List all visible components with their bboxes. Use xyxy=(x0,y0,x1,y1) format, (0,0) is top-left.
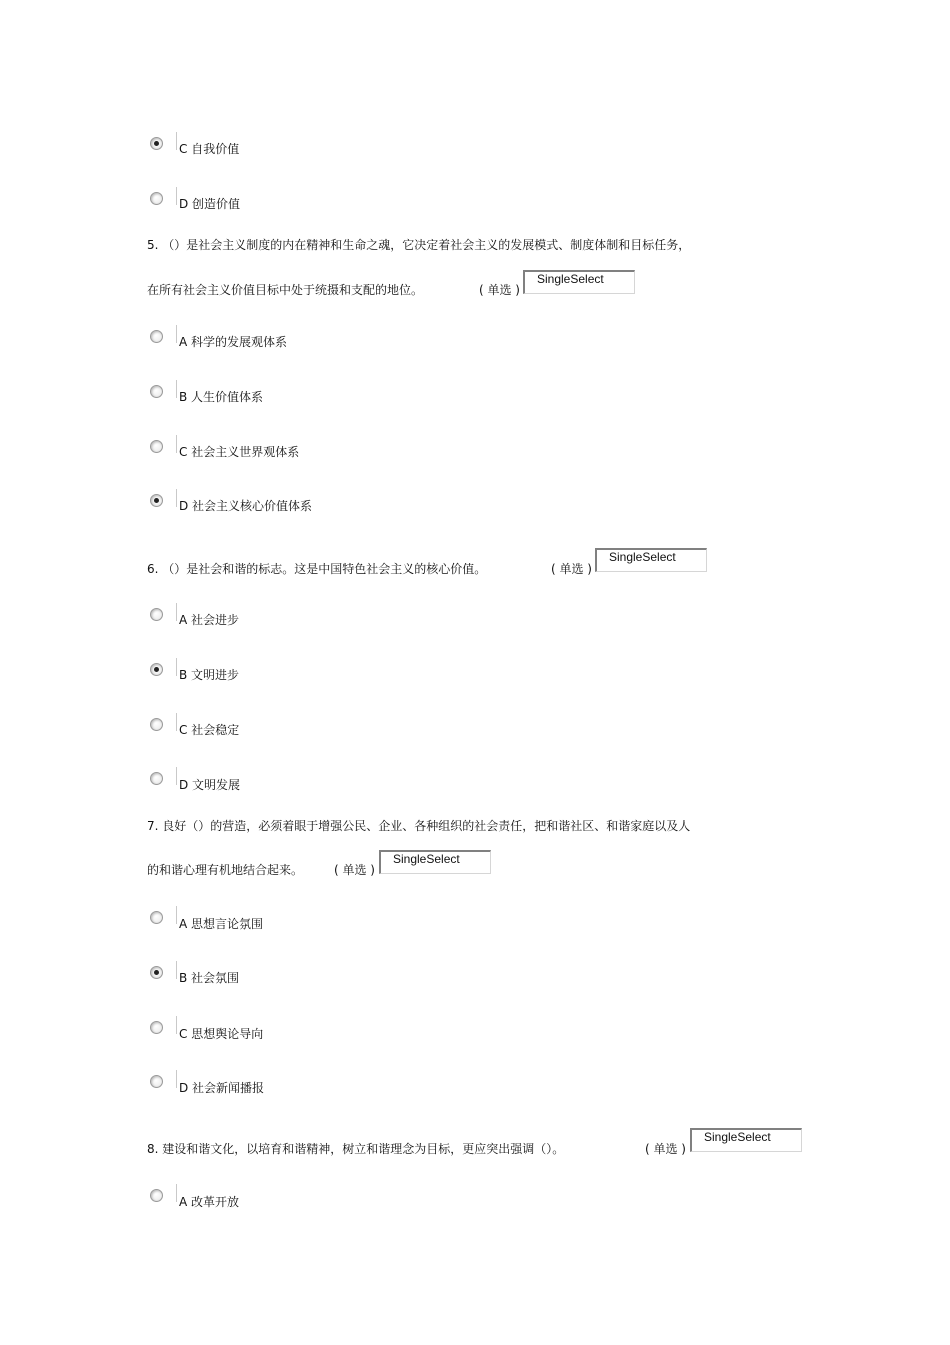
option-label: C 思想舆论导向 xyxy=(179,1027,264,1041)
option-label: B 文明进步 xyxy=(179,668,240,682)
question-type-label: ( 单选 ) xyxy=(551,562,592,576)
option-label: C 社会主义世界观体系 xyxy=(179,445,300,459)
radio-button[interactable] xyxy=(150,385,163,398)
option-divider xyxy=(176,325,177,343)
option-label: A 思想言论氛围 xyxy=(179,917,264,931)
single-select-box[interactable]: SingleSelect xyxy=(595,548,707,572)
question-text-continued: 在所有社会主义价值目标中处于统摄和支配的地位。 xyxy=(147,283,424,297)
option-divider xyxy=(176,132,177,150)
radio-button[interactable] xyxy=(150,772,163,785)
radio-button[interactable] xyxy=(150,718,163,731)
option-divider xyxy=(176,767,177,785)
option-label: C 自我价值 xyxy=(179,142,240,156)
option-label: B 人生价值体系 xyxy=(179,390,264,404)
option-label: A 改革开放 xyxy=(179,1195,240,1209)
option-label: D 文明发展 xyxy=(179,778,241,792)
option-label: D 社会新闻播报 xyxy=(179,1081,265,1095)
question-type-label: ( 单选 ) xyxy=(479,283,520,297)
option-divider xyxy=(176,961,177,979)
option-divider xyxy=(176,1184,177,1202)
option-divider xyxy=(176,658,177,676)
question-text: 6. （）是社会和谐的标志。这是中国特色社会主义的核心价值。 xyxy=(147,562,487,576)
option-divider xyxy=(176,1016,177,1034)
radio-button[interactable] xyxy=(150,330,163,343)
option-label: A 科学的发展观体系 xyxy=(179,335,288,349)
radio-button[interactable] xyxy=(150,137,163,150)
radio-button[interactable] xyxy=(150,1021,163,1034)
option-label: D 创造价值 xyxy=(179,197,241,211)
question-text-continued: 的和谐心理有机地结合起来。 xyxy=(147,863,304,877)
option-divider xyxy=(176,380,177,398)
option-label: B 社会氛围 xyxy=(179,971,240,985)
option-label: A 社会进步 xyxy=(179,613,240,627)
radio-button[interactable] xyxy=(150,192,163,205)
radio-button[interactable] xyxy=(150,440,163,453)
option-divider xyxy=(176,435,177,453)
single-select-box[interactable]: SingleSelect xyxy=(523,270,635,294)
question-type-label: ( 单选 ) xyxy=(334,863,375,877)
single-select-box[interactable]: SingleSelect xyxy=(690,1128,802,1152)
question-text: 7. 良好（）的营造，必须着眼于增强公民、企业、各种组织的社会责任，把和谐社区、和谐家庭以及人 xyxy=(147,819,691,833)
radio-button[interactable] xyxy=(150,1189,163,1202)
radio-button[interactable] xyxy=(150,494,163,507)
single-select-box[interactable]: SingleSelect xyxy=(379,850,491,874)
option-label: C 社会稳定 xyxy=(179,723,240,737)
option-divider xyxy=(176,906,177,924)
option-label: D 社会主义核心价值体系 xyxy=(179,499,313,513)
radio-button[interactable] xyxy=(150,911,163,924)
question-text: 5. （）是社会主义制度的内在精神和生命之魂，它决定着社会主义的发展模式、制度体制和目标任务， xyxy=(147,238,691,252)
option-divider xyxy=(176,713,177,731)
radio-button[interactable] xyxy=(150,1075,163,1088)
option-divider xyxy=(176,1070,177,1088)
option-divider xyxy=(176,187,177,205)
radio-button[interactable] xyxy=(150,966,163,979)
question-text: 8. 建设和谐文化，以培育和谐精神，树立和谐理念为目标，更应突出强调（）。 xyxy=(147,1142,565,1156)
option-divider xyxy=(176,603,177,621)
question-type-label: ( 单选 ) xyxy=(645,1142,686,1156)
radio-button[interactable] xyxy=(150,663,163,676)
option-divider xyxy=(176,489,177,507)
radio-button[interactable] xyxy=(150,608,163,621)
